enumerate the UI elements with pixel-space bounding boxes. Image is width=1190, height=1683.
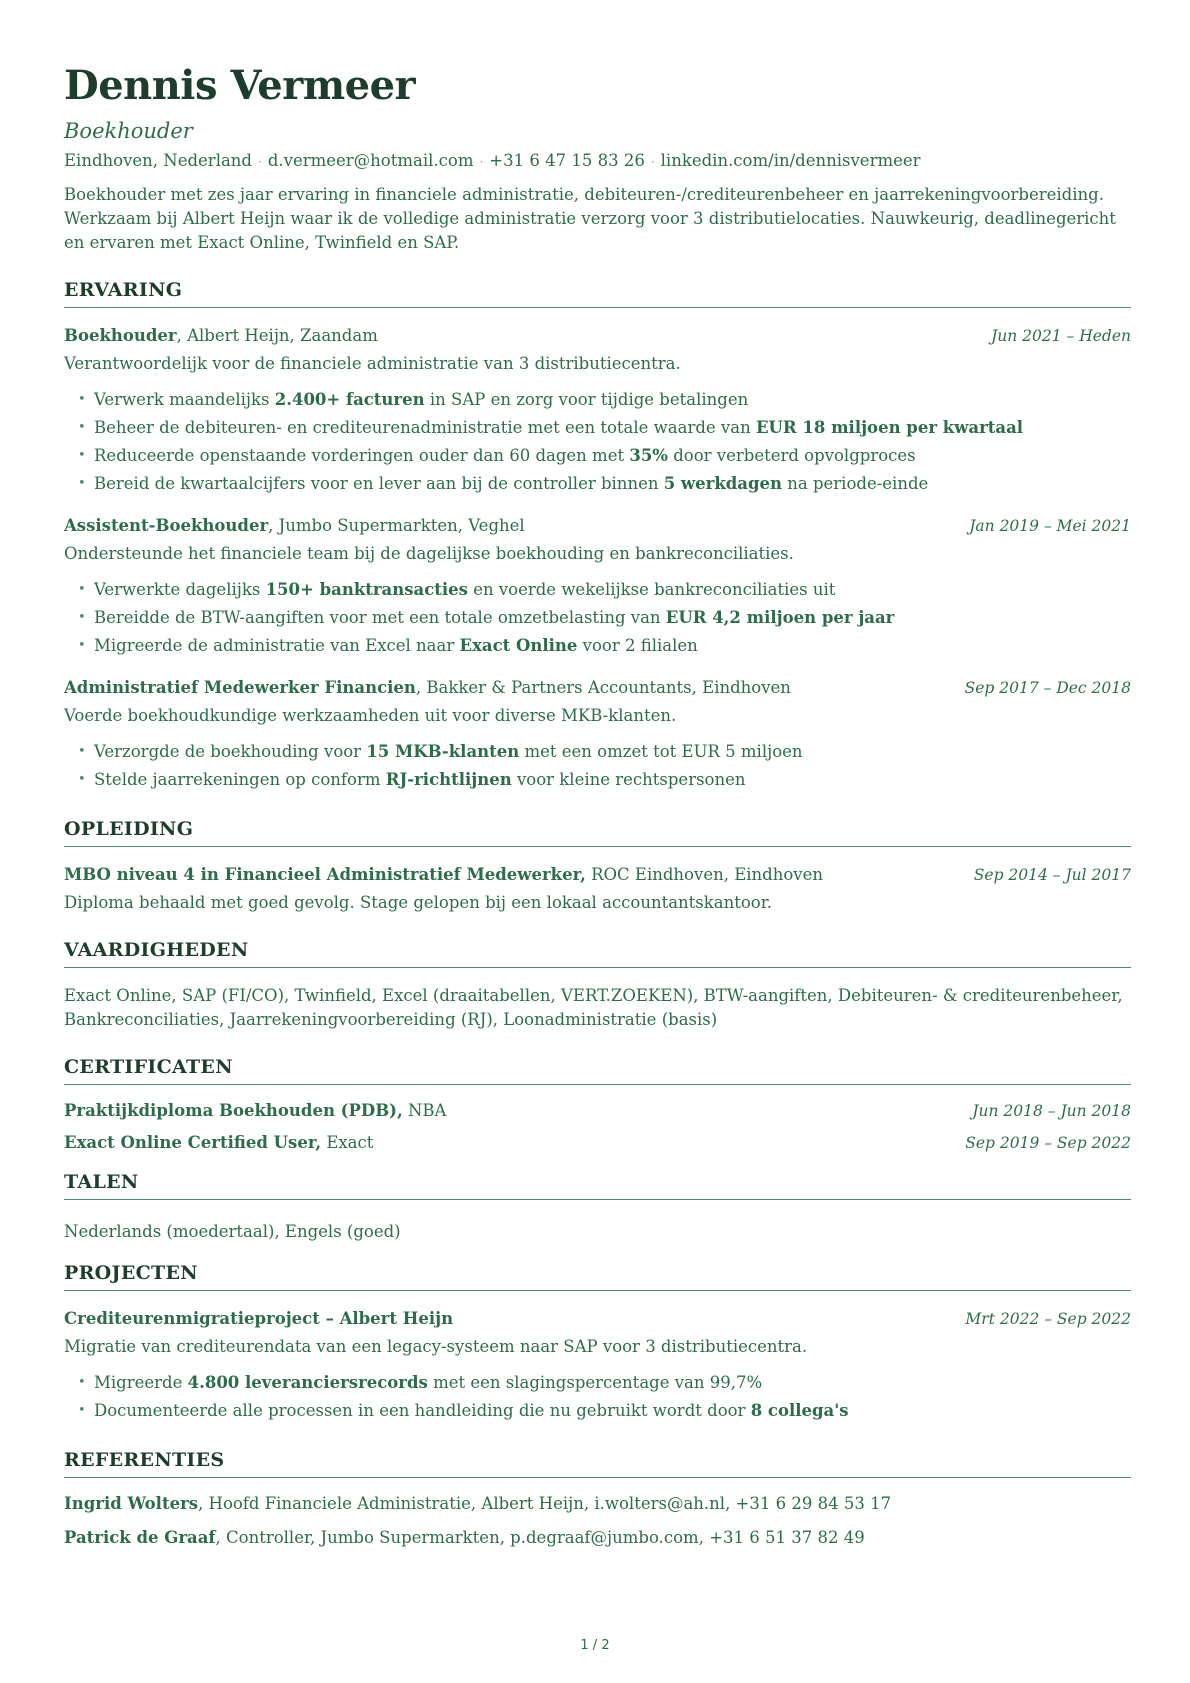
job-role: Administratief Medewerker Financien bbox=[64, 678, 416, 697]
section-heading: PROJECTEN bbox=[64, 1262, 1131, 1291]
job-description: Ondersteunde het financiele team bij de dagelijkse boekhouding en bankreconciliaties. bbox=[64, 544, 794, 563]
phone[interactable]: +31 6 47 15 83 26 bbox=[489, 151, 645, 170]
section-heading: REFERENTIES bbox=[64, 1449, 1131, 1478]
job-date: Jun 2021 – Heden bbox=[991, 327, 1131, 345]
project-bullets bbox=[64, 1369, 1131, 1425]
certificate-issuer: NBA bbox=[402, 1101, 447, 1120]
project-name: Crediteurenmigratieproject – Albert Heijn bbox=[64, 1309, 454, 1328]
certificate-issuer: Exact bbox=[321, 1133, 374, 1152]
job-bullets bbox=[64, 738, 1131, 794]
reference-item bbox=[64, 1492, 1131, 1516]
bullet: • Bereid de kwartaalcijfers voor en lever aan bij de controller binnen 5 werkdagen na periode-einde bbox=[94, 470, 1131, 498]
job-role: Boekhouder bbox=[64, 326, 177, 345]
projects-section bbox=[64, 1262, 1131, 1425]
education-section bbox=[64, 818, 1131, 915]
job-description: Voerde boekhoudkundige werkzaamheden uit voor diverse MKB-klanten. bbox=[64, 706, 677, 725]
certificate-name: Exact Online Certified User, bbox=[64, 1133, 322, 1152]
job-bullets bbox=[64, 576, 1131, 660]
bullet: • Reduceerde openstaande vorderingen ouder dan 60 dagen met 35% door verbeterd opvolgproces bbox=[94, 442, 1131, 470]
certificate-date: Jun 2018 – Jun 2018 bbox=[972, 1102, 1131, 1120]
reference-item bbox=[64, 1526, 1131, 1550]
certificate-date: Sep 2019 – Sep 2022 bbox=[965, 1134, 1131, 1152]
reference-name: Patrick de Graaf bbox=[64, 1528, 216, 1547]
summary: Boekhouder met zes jaar ervaring in financiele administratie, debiteuren-/crediteurenbeheer en jaarrekeningvoorbereiding. Werkzaam bij Albert Heijn waar ik de volledige administratie verzorg voor 3 distributielocaties. Nauwkeurig, deadlinegericht en ervaren met Exact Online, Twinfield en SAP. bbox=[64, 185, 1116, 252]
bullet: • Stelde jaarrekeningen op conform RJ-richtlijnen voor kleine rechtspersonen bbox=[94, 766, 1131, 794]
references-section bbox=[64, 1449, 1131, 1550]
job-description: Verantwoordelijk voor de financiele administratie van 3 distributiecentra. bbox=[64, 354, 681, 373]
job-date: Sep 2017 – Dec 2018 bbox=[964, 679, 1131, 697]
degree: MBO niveau 4 in Financieel Administratief Medewerker, bbox=[64, 865, 586, 884]
job-entry bbox=[64, 676, 1131, 794]
education-entry bbox=[64, 863, 1131, 915]
project-date: Mrt 2022 – Sep 2022 bbox=[965, 1310, 1131, 1328]
section-heading: TALEN bbox=[64, 1171, 1131, 1200]
bullet: • Documenteerde alle processen in een handleiding die nu gebruikt wordt door 8 collega's bbox=[94, 1397, 1131, 1425]
section-heading: ERVARING bbox=[64, 279, 1131, 308]
reference-details: , Controller, Jumbo Supermarkten, p.degraaf@jumbo.com, +31 6 51 37 82 49 bbox=[215, 1528, 865, 1547]
job-org: , Albert Heijn, Zaandam bbox=[176, 326, 378, 345]
bullet: • Verzorgde de boekhouding voor 15 MKB-klanten met een omzet tot EUR 5 miljoen bbox=[94, 738, 1131, 766]
job-title: Boekhouder bbox=[64, 119, 193, 143]
languages-section bbox=[64, 1171, 1131, 1244]
job-date: Jan 2019 – Mei 2021 bbox=[969, 517, 1131, 535]
reference-details: , Hoofd Financiele Administratie, Albert Heijn, i.wolters@ah.nl, +31 6 29 84 53 17 bbox=[198, 1494, 892, 1513]
certificate-item bbox=[64, 1131, 1131, 1155]
bullet: • Migreerde 4.800 leveranciersrecords met een slagingspercentage van 99,7% bbox=[94, 1369, 1131, 1397]
school: ROC Eindhoven, Eindhoven bbox=[585, 865, 823, 884]
certificate-item bbox=[64, 1099, 1131, 1123]
contact-line bbox=[64, 150, 1131, 173]
skills-list: Exact Online, SAP (FI/CO), Twinfield, Excel (draaitabellen, VERT.ZOEKEN), BTW-aangiften, Debiteuren- & crediteurenbeheer, Bankreconciliaties, Jaarrekeningvoorbereiding (RJ), Loonadministratie (basis) bbox=[64, 986, 1123, 1029]
separator: · bbox=[258, 155, 262, 169]
experience-section bbox=[64, 279, 1131, 794]
job-role: Assistent-Boekhouder bbox=[64, 516, 269, 535]
job-org: , Bakker & Partners Accountants, Eindhoven bbox=[415, 678, 791, 697]
bullet: • Verwerk maandelijks 2.400+ facturen in SAP en zorg voor tijdige betalingen bbox=[94, 386, 1131, 414]
job-org: , Jumbo Supermarkten, Veghel bbox=[268, 516, 525, 535]
bullet: • Migreerde de administratie van Excel naar Exact Online voor 2 filialen bbox=[94, 632, 1131, 660]
job-entry bbox=[64, 514, 1131, 660]
separator: · bbox=[650, 155, 655, 169]
job-bullets bbox=[64, 386, 1131, 498]
project-description: Migratie van crediteurendata van een legacy-systeem naar SAP voor 3 distributiecentra. bbox=[64, 1337, 808, 1356]
email-link[interactable]: d.vermeer@hotmail.com bbox=[267, 151, 474, 170]
bullet: • Beheer de debiteuren- en crediteurenadministratie met een totale waarde van EUR 18 miljoen per kwartaal bbox=[94, 414, 1131, 442]
languages-list: Nederlands (moedertaal), Engels (goed) bbox=[64, 1222, 401, 1241]
bullet: • Bereidde de BTW-aangiften voor met een totale omzetbelasting van EUR 4,2 miljoen per jaar bbox=[94, 604, 1131, 632]
section-heading: CERTIFICATEN bbox=[64, 1056, 1131, 1085]
job-entry bbox=[64, 324, 1131, 498]
project-entry bbox=[64, 1307, 1131, 1425]
certificates-section bbox=[64, 1056, 1131, 1155]
linkedin-link[interactable]: linkedin.com/in/dennisvermeer bbox=[660, 151, 921, 170]
section-heading: OPLEIDING bbox=[64, 818, 1131, 847]
education-date: Sep 2014 – Jul 2017 bbox=[973, 866, 1131, 884]
resume-page bbox=[64, 60, 1131, 1550]
education-description: Diploma behaald met goed gevolg. Stage gelopen bij een lokaal accountantskantoor. bbox=[64, 893, 773, 912]
page-number: 1 / 2 bbox=[580, 1638, 610, 1653]
skills-section bbox=[64, 939, 1131, 1032]
location: Eindhoven, Nederland bbox=[64, 151, 252, 170]
bullet: • Verwerkte dagelijks 150+ banktransacties en voerde wekelijkse bankreconciliaties uit bbox=[94, 576, 1131, 604]
candidate-name: Dennis Vermeer bbox=[64, 62, 416, 109]
certificate-name: Praktijkdiploma Boekhouden (PDB), bbox=[64, 1101, 403, 1120]
section-heading: VAARDIGHEDEN bbox=[64, 939, 1131, 968]
separator: · bbox=[479, 155, 484, 169]
reference-name: Ingrid Wolters bbox=[64, 1494, 199, 1513]
